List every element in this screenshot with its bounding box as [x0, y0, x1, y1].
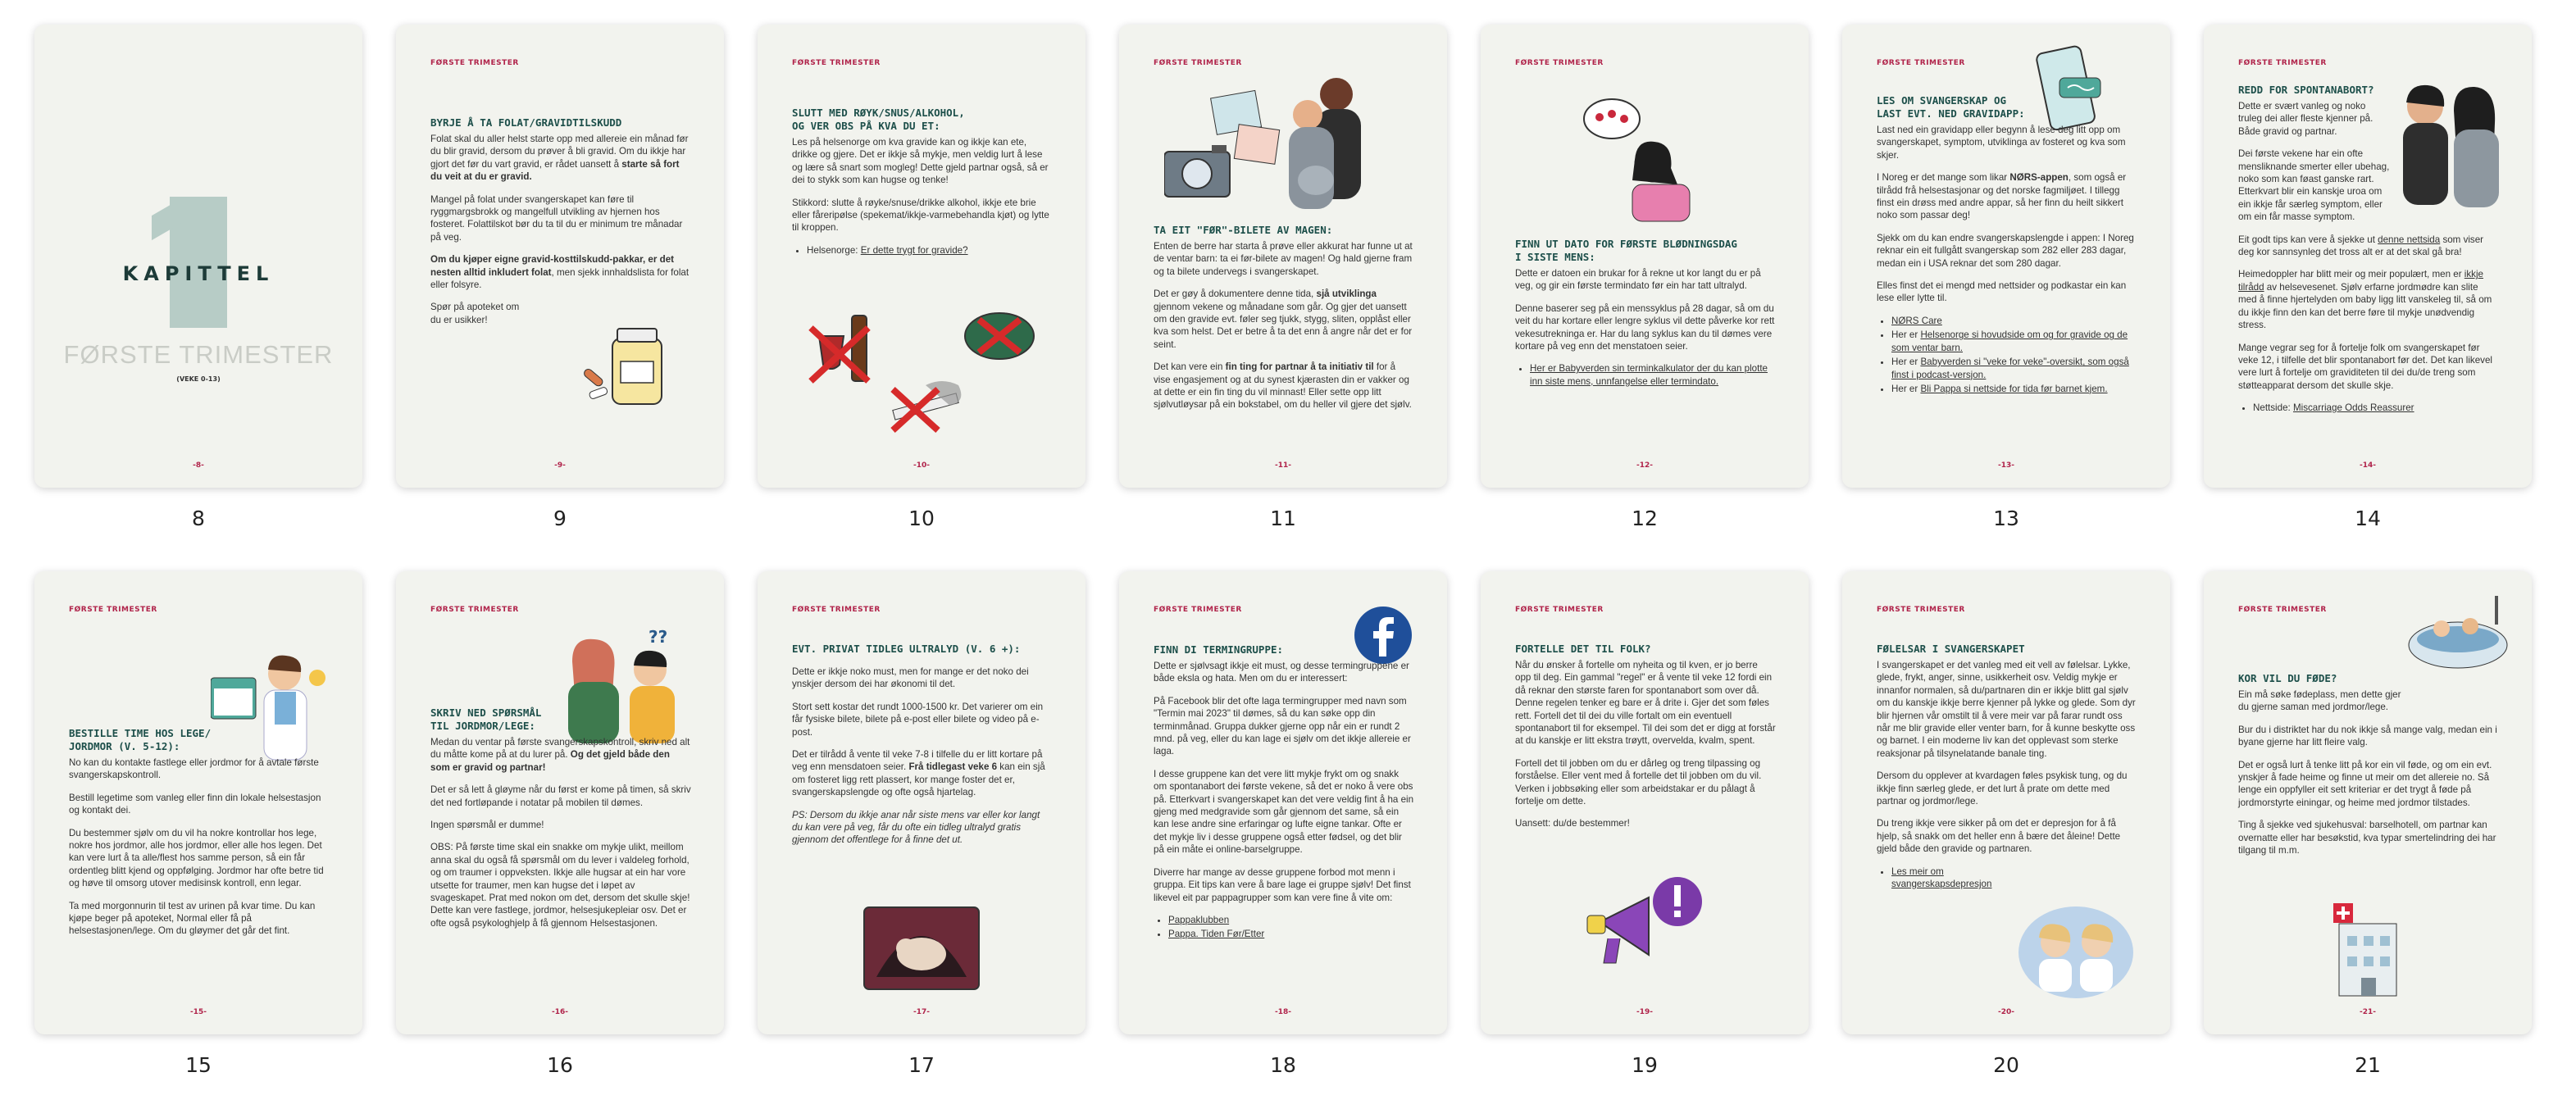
section-title: EVT. PRIVAT TIDLEG ULTRALYD (V. 6 +): [792, 643, 1021, 655]
page-sheet [758, 25, 1085, 488]
list-item[interactable]: • Her er Babyverden sin terminkalkulator der du kan plotte inn siste mens, unnfangelse eller termindato. [1530, 362, 1776, 388]
section-title-line2: I SISTE MENS: [1515, 251, 1595, 263]
page-sheet [1842, 25, 2170, 488]
prohibited-items-icon [803, 303, 1049, 451]
twins-icon [2014, 903, 2137, 1002]
cigarette-no-icon [893, 381, 962, 430]
page-sheet [1119, 571, 1447, 1034]
section-title: REDD FOR SPONTANABORT? [2238, 84, 2374, 96]
list-item[interactable]: • Her er Babyverden si "veke for veke"-oversikt, som også finst i podcast-versjon. [1891, 356, 2137, 381]
page-body: REDD FOR SPONTANABORT? Dette er svært vanleg og noko truleg dei aller fleste kjenner på. Både gravid og partnar. Dei første vekene har ein ofte mensliknande smerter eller ubehag, noko som kan føast ganske rart. Etterkvart blir ein kanskje uroa om ein ikkje får særleg symptom, eller om ein får masse symptom. Eit godt tips kan vere å sjekke ut denne nettsida som viser deg kor sannsynleg det tross alt er at det skal gå bra! Heimedoppler har blitt meir og meir populært, men er ikkje tilrådd av helsevesenet. Sjølv erfarne jordmødre kan slite med å finne hjertelyden om baby ligg litt vanskeleg til, så om du ikkje finn den kan det berre føre til mykje unødvendig stress. Mange vegrar seg for å fortelje folk om svangerskapet før veke 12, i tilfelle det blir spontanabort før det. Det kan likevel vere lurt å fortelje om graviditeten til dei du/de treng som støtteapparat dersom det skulle skje. • Nettside: Miscarriage Odds Reassurer [2238, 84, 2499, 423]
thumbnail-label: 13 [1993, 507, 2019, 530]
running-header: FØRSTE TRIMESTER [1515, 59, 1604, 67]
list-item[interactable]: • Nettside: Miscarriage Odds Reassurer [2253, 402, 2499, 414]
list-item[interactable]: • Pappaklubben [1168, 914, 1414, 926]
page-number: -12- [1636, 461, 1653, 470]
page-number: -14- [2360, 461, 2376, 470]
running-header: FØRSTE TRIMESTER [792, 59, 881, 67]
running-header: FØRSTE TRIMESTER [430, 59, 519, 67]
section-title: BYRJE Å TA FOLAT/GRAVIDTILSKUDD [430, 116, 622, 129]
list-item[interactable]: • NØRS Care [1891, 315, 2137, 327]
running-header: FØRSTE TRIMESTER [69, 606, 157, 614]
page-sheet [1481, 25, 1809, 488]
page-body: FØLELSAR I SVANGERSKAPET I svangerskapet er det vanleg med eit vell av følelsar. Lykke, glede, frykt, anger, sinne, usikkerheit osv. Veldig mykje er innanfor normalen, så du/partnaren din er ikkje blitt gal sjølv om du kanskje ikkje berre kjenner på lykke og glede. Som dyr blir hjernen vår omstilt til å vere meir var på farar rundt oss når me blir gravide eller venter barn, for å kunne beskytte oss og barnet. I ein moderne liv kan det opplevast som sterke reaksjonar på tilsynelatande banale ting. Dersom du opplever at kvardagen føles psykisk tung, og du ikkje finn særleg glede, er det lurt å prate om dette med partnar og jordmor/lege. Du treng ikkje vere sikker på om det er depresjon for å få hjelp, så snakk om det heller enn å bære det åleine! Dette gjeld både den gravide og partnaren. • Les meir om svangerskapsdepresjon [1877, 643, 2137, 899]
list-item[interactable]: • Her er Bli Pappa si nettside for tida før barnet kjem. [1891, 383, 2137, 395]
page-number: -13- [1998, 461, 2014, 470]
section-title-line2: OG VER OBS PÅ KVA DU ET: [792, 120, 940, 132]
page-sheet [396, 571, 724, 1034]
camera-icon [1164, 145, 1230, 197]
page-body: FINN UT DATO FOR FØRSTE BLØDNINGSDAG I SISTE MENS: Dette er datoen ein brukar for å rekne ut kor langt du er på veg, og gir ein første termindato før ein har tatt ultralyd. Denne baserer seg på ein menssyklus på 28 dagar, så om du veit du har kortare eller lengre syklus vil dette påverke kor rett vekesutrekninga er. Har du lang syklus kan du til dømes vere kortare på veg enn det menstatoen seier. • Her er Babyverden sin terminkalkulator der du kan plotte inn siste mens, unnfangelse eller termindato. [1515, 238, 1776, 396]
woman-thinking-icon [1579, 94, 1702, 225]
list-item[interactable]: • Pappa. Tiden Før/Etter [1168, 928, 1414, 940]
running-header: FØRSTE TRIMESTER [1154, 59, 1242, 67]
page-number: -19- [1636, 1008, 1653, 1016]
page-number: -21- [2360, 1008, 2376, 1016]
page-number: -16- [552, 1008, 568, 1016]
list-item[interactable]: • Helsenorge: Er dette trygt for gravide? [807, 244, 1053, 257]
photo-couple-illustration [1164, 70, 1410, 217]
section-title-line2: JORDMOR (V. 5-12): [69, 740, 180, 752]
section-title: SLUTT MED RØYK/SNUS/ALKOHOL, [792, 107, 965, 119]
cover-subtitle: (VEKE 0-13) [176, 375, 221, 383]
section-title-line2: TIL JORDMOR/LEGE: [430, 720, 535, 732]
section-title: FINN UT DATO FOR FØRSTE BLØDNINGSDAG [1515, 238, 1737, 250]
page-sheet [34, 571, 362, 1034]
running-header: FØRSTE TRIMESTER [1154, 606, 1242, 614]
running-header: FØRSTE TRIMESTER [2238, 606, 2327, 614]
section-title: LES OM SVANGERSKAP OG [1877, 94, 2007, 107]
thumbnail-label: 20 [1993, 1053, 2019, 1077]
thumbnail-label: 18 [1270, 1053, 1296, 1077]
page-body: FORTELLE DET TIL FOLK? Når du ønsker å fortelle om nyheita og til kven, er jo berre opp til deg. Ein gammal "regel" er å vente til veke 12 fordi ein då reknar den største faren for spontanabort som over då. Denne regelen tenker eg bare er å drite i. Gjer det som føles rett. Fortell det til dei du ville fortalt om ein eventuell spontanabort til for eksempel. Til dei som det er digg at forstår at du kanskje er litt ekstra trøytt, overvelda, kvalm, spent. Fortell det til jobben om du er dårleg og treng tilpassing og forståelse. Eller vent med å fortelle det til jobben om du vil. Verken i jobbsøking eller som arbeidstakar er du pålagt å fortelje om dette. Uansett: du/de bestemmer! [1515, 643, 1776, 829]
page-number: -11- [1275, 461, 1291, 470]
thumbnail-label: 14 [2355, 507, 2381, 530]
page-body: SKRIV NED SPØRSMÅL TIL JORDMOR/LEGE: Medan du ventar på første svangerskapskontroll, skriv ned alt du måtte kome på at du lurer på. Og det gjeld både den som er gravid og partnar! Det er så lett å gløyme når du først er kome på timen, så skriv det ned fortløpande i notatar på mobilen til dømes. Ingen spørsmål er dumme! OBS: På første time skal ein snakke om mykje ulikt, meillom anna skal du også få spørsmål om du lever i valdeleg forhold, og om traumer i oppveksten. Ikkje alle hugsar at ein har vore utsette for traumer, men kan hugse det i løpet av svageskapet. Prat med nokon om det, dersom det skulle skje! Dette kan vere fastlege, jordmor, helsesjukepleiar osv. Det er ofte også psykologhjelp å få gjennom Helsestasjonen. [430, 707, 691, 929]
section-title: KOR VIL DU FØDE? [2238, 672, 2337, 684]
running-header: FØRSTE TRIMESTER [1877, 59, 1965, 67]
wine-no-icon [811, 316, 868, 381]
section-title-line2: LAST EVT. NED GRAVIDAPP: [1877, 107, 2025, 120]
page-body: BYRJE Å TA FOLAT/GRAVIDTILSKUDD Folat skal du aller helst starte opp med allereie ein månad før du blir gravid, dersom du prøver å bli gravid. Om du ikkje har gjort det før du vart gravid, er rådet uansett å starte så fort du veit at du er gravid. Mangel på folat under svangerskapet kan føre til ryggmargsbrokk og mangelfull utvikling av hjernen hos fosteret. Folattilskot bør du ta til du er minimum tre månadar på veg. Om du kjøper eigne gravid-kosttilskudd-pakkar, er det nesten alltid inkludert folat, men sjekk innhaldslista for folat eller folsyre. Spør på apoteket om du er usikker! [430, 116, 691, 336]
page-body: SLUTT MED RØYK/SNUS/ALKOHOL, OG VER OBS PÅ KVA DU ET: Les på helsenorge om kva gravide kan og ikkje kan ete, drikke og gjere. Det er ikkje så mykje, men veldig lurt å lese og lære så snart som mogleg! Dette gjeld partnar også, så er dei to stykk som kan hugse og tenke! Stikkord: slutte å røyke/snuse/drikke alkohol, ikkje ete brie eller fåreripølse (spekemat/ikkje-varmebehandla kjøt) og lytte til kroppen. • Helsenorge: Er dette trygt for gravide? [792, 107, 1053, 265]
calendar-icon [211, 678, 256, 719]
page-number: -18- [1275, 1008, 1291, 1016]
page-body: BESTILLE TIME HOS LEGE/ JORDMOR (V. 5-12): No kan du kontakte fastlege eller jordmor for å avtale første svangerskapskontroll. Bestill legetime som vanleg eller finn din lokale helsestasjon og kontakt dei. Du bestemmer sjølv om du vil ha nokre kontrollar hos lege, nokre hos jordmor, alle hos jordmor, eller alle hos legen. Det kan vere lurt å ta alle/flest hos samme person, så ein får ordentleg blitt kjend og oppfølging. Jordmor har ofte betre tid og høve til omsorg utover medisinsk kontroll, enn legar. Ta med morgonnurin til test av urinen på kvar time. Du kan kjøpe beger på apoteket, Normal eller få på helsestasjonen/lege. Om du gløymer det går det fint. [69, 727, 330, 947]
bathtub-icon [2405, 592, 2511, 674]
thumbnail-label: 9 [553, 507, 567, 530]
ultrasound-icon [860, 903, 983, 993]
page-body: FINN DI TERMINGRUPPE: Dette er sjølvsagt ikkje eit must, og desse termingruppene er både eksla og hata. Men om du er interessert: På Facebook blir det ofte laga termingrupper med navn som "Termin mai 2023" til dømes, så du kan søke opp din terminmånad. Gruppa dukker gjerne opp når ein er rundt 2 mnd. på veg, eller du kan lage ei sjølv om det ikkje allereie er laga. I desse gruppene kan det vere litt mykje frykt om og snakk om spontanabort dei første vekene, så det er noko å vere obs på. Etterkvart i svangerskapet kan det vere veldig fint å ha ein gjeng med medgravide som går gjennom det same, så ein kan lese andre sine erfaringar og lufte eigne tankar. Ofte er det mykje liv i desse gruppene også etter fødsel, og det blir på ein måte ei online-barselgruppe. Diverre har mange av desse gruppene forbod mot menn i gruppa. Eit tips kan vere å bare lage ei gruppe sjølv! Det finst likevel eit par pappagrupper som kan vere fine å vite om: • Pappaklubben • Pappa. Tiden Før/Etter [1154, 643, 1414, 949]
page-body: LES OM SVANGERSKAP OG LAST EVT. NED GRAVIDAPP: Last ned ein gravidapp eller begynn å lese deg litt opp om svangerskapet, symptom, utviklinga av fosteret og kva som skjer. I Noreg er det mange som likar NØRS-appen, som også er tilrådd frå helsestasjonar og det norske fagmiljøet. I tillegg finst ein drøss med andre appar, så her finn du heilt sikkert noko som passar deg! Sjekk om du kan endre svangerskapslengde i appen: I Noreg reknar ein eit fullgått svangerskap som 282 eller 283 dagar, medan ein i USA reknar det som 280 dagar. Elles finst det ei mengd med nettsider og podkastar ein kan lese eller lytte til. • NØRS Care • Her er Helsenorge si hovudside om og for gravide og de som ventar barn. • Her er Babyverden si "veke for veke"-oversikt, som også finst i podcast-versjon. • Her er Bli Pappa si nettside for tida før barnet kjem. [1877, 94, 2137, 403]
hospital-icon [2327, 899, 2409, 997]
running-header: FØRSTE TRIMESTER [1515, 606, 1604, 614]
page-body: KOR VIL DU FØDE? Ein må søke fødeplass, men dette gjer du gjerne saman med jordmor/lege. Bur du i distriktet har du nok ikkje så mange valg, medan ein i byane gjerne har litt fleire valg. Det er også lurt å tenke litt på kor ein vil føde, og om ein evt. ynskjer å fade heime og finne ut meir om det allereie no. Så lenge ein oppfyller eit sett kriteriar er det trygt å føde på jordmorstyrte einingar, og heime med jordmor tilstades. Ting å sjekke ved sjukehusval: barselhotell, om partnar kan overnatte eller har besøkstid, kva typar smertelindring dei har tilgang til m.m. [2238, 672, 2499, 866]
thumbnail-label: 16 [547, 1053, 573, 1077]
thumbnail-label: 12 [1632, 507, 1658, 530]
page-body: TA EIT "FØR"-BILETE AV MAGEN: Enten de berre har starta å prøve eller akkurat har funne ut at de ventar barn: ta ei før-bilete av magen! Og hald gjerne fram og ta bilete undervegs i svangerskapet. Det er gøy å dokumentere denne tida, sjå utviklinga gjennom vekene og månadane som går. Og gjer det uansett om den gravide evt. føler seg tjukk, stygg, sliten, opplåst eller kva som helst. Det er betre å ta det enn å angre når det er for seint. Det kan vere ein fin ting for partnar å ta initiativ til for å vise engasjement og at du synest kjærasten din er vakker og at dette er ein fin ting du vil minnast! Eller sette opp litt sjølvutløysar på ein bokstabel, om du heller vil gjere det sjølv. [1154, 224, 1414, 421]
page-sheet [1119, 25, 1447, 488]
page-number: -20- [1998, 1008, 2014, 1016]
running-header: FØRSTE TRIMESTER [430, 606, 519, 614]
running-header: FØRSTE TRIMESTER [792, 606, 881, 614]
section-title: FINN DI TERMINGRUPPE: [1154, 643, 1284, 656]
page-sheet [1481, 571, 1809, 1034]
list-item[interactable]: • Her er Helsenorge si hovudside om og for gravide og de som ventar barn. [1891, 329, 2137, 354]
page-number: -9- [554, 461, 566, 470]
page-number: -17- [913, 1008, 930, 1016]
megaphone-icon [1583, 873, 1706, 971]
cover-title: FØRSTE TRIMESTER [63, 340, 334, 369]
page-body: EVT. PRIVAT TIDLEG ULTRALYD (V. 6 +): Dette er ikkje noko must, men for mange er det noko dei ynskjer dersom dei har økonomi til det. Stort sett kostar det rundt 1000-1500 kr. Det varierer om ein får fysiske bilete, bilete på e-post eller bilete og video på e-post. Det er tilrådd å vente til veke 7-8 i tilfelle du er litt kortare på veg enn mensdatoen seier. Frå tidlegast veke 6 kan ein sjå om fosteret ligg rett plassert, kor mange foster det er, svangerskapslengde og ofte også hjartelag. PS: Dersom du ikkje anar når siste mens var eller kor langt du kan vere på veg, får du ofte ein tidleg ultralyd gratis gjennom det offentlege for å finne det ut. [792, 643, 1053, 856]
page-sheet [2204, 571, 2532, 1034]
page-sheet [396, 25, 724, 488]
thumbnail-label: 8 [192, 507, 205, 530]
thumbnail-label: 10 [908, 507, 935, 530]
page-number: -10- [913, 461, 930, 470]
thumbnail-label: 19 [1632, 1053, 1658, 1077]
pill-bottle-icon [576, 324, 683, 414]
running-header: FØRSTE TRIMESTER [2238, 59, 2327, 67]
list-item[interactable]: • Les meir om svangerskapsdepresjon [1891, 866, 2014, 891]
section-title: TA EIT "FØR"-BILETE AV MAGEN: [1154, 224, 1333, 236]
couple-icon [1289, 78, 1361, 209]
section-title: SKRIV NED SPØRSMÅL [430, 707, 542, 719]
thumbnail-label: 15 [185, 1053, 212, 1077]
thumbnail-label: 21 [2355, 1053, 2381, 1077]
page-sheet [1842, 571, 2170, 1034]
running-header: FØRSTE TRIMESTER [1877, 606, 1965, 614]
question-marks: ?? [649, 627, 668, 647]
section-title: FORTELLE DET TIL FOLK? [1515, 643, 1651, 655]
snus-no-icon [965, 313, 1034, 359]
page-sheet [758, 571, 1085, 1034]
section-title: BESTILLE TIME HOS LEGE/ [69, 727, 212, 739]
section-title: FØLELSAR I SVANGERSKAPET [1877, 643, 2025, 655]
page-number: -15- [190, 1008, 207, 1016]
chapter-label: KAPITTEL [122, 262, 275, 285]
page-number: -8- [193, 461, 204, 470]
page-sheet [34, 25, 362, 488]
thumbnail-label: 17 [908, 1053, 935, 1077]
page-sheet [2204, 25, 2532, 488]
thumbnail-label: 11 [1270, 507, 1296, 530]
